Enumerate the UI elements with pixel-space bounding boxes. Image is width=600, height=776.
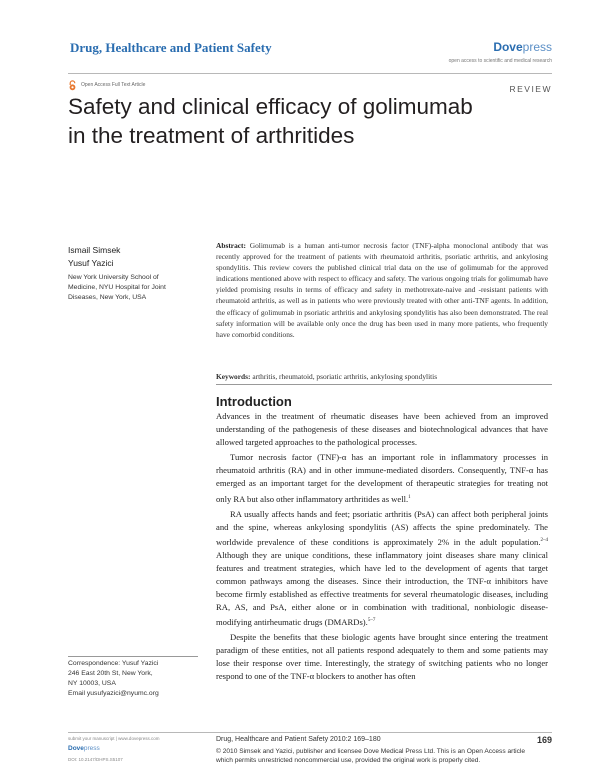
author-name: Ismail Simsek [68,245,121,255]
keywords [216,372,548,382]
citation-ref: 5–7 [367,618,376,624]
correspondence [68,659,208,699]
article-type: REVIEW [509,84,552,94]
paragraph-text: RA usually affects hands and feet; psoriatic arthritis (PsA) can affect both peripheral joints and the spine, whereas ankylosing spondylitis (AS) affects the spine predominately. The worldwide prevalence of these conditions is approximately 2% in the adult population. [216,508,548,547]
paragraph [216,508,548,630]
correspondence-rule [68,656,198,657]
publisher-logo-part1: Dove [493,40,523,54]
correspondence-email[interactable]: Email yusufyazici@nyumc.org [68,690,159,697]
submit-manuscript-link[interactable]: submit your manuscript | www.dovepress.com [68,736,160,741]
paragraph-text: Although they are unique conditions, these inflammatory joint diseases share many clinical features and treatment strategies, which have led to the development of agents that target common pathways among the diseases. Since their introduction, the TNF-α inhibitors have become firmly established as effective treatments for several rheumatologic diseases, including RA, AS, and PsA, either alone or in combination with traditional, nonbiologic disease-modifying antirheumatic drugs (DMARDs). [216,549,548,627]
correspondence-line: Correspondence: Yusuf Yazici [68,660,159,667]
footer-publisher-logo [68,745,100,752]
title-line-2: in the treatment of arthritides [68,123,355,148]
journal-citation: Drug, Healthcare and Patient Safety 2010:2 169–180 [216,736,381,743]
correspondence-line: NY 10003, USA [68,680,116,687]
paragraph: Despite the benefits that these biologic agents have brought since entering the treatment paradigm of these entities, not all patients respond adequately to them and some patients may lose their response over time. Interestingly, the strategy of switching patients who no longer respond to one of the TNF-α blockers to another has often [216,632,548,682]
publisher-logo-part2: press [522,40,552,54]
author-list [68,244,120,269]
abstract-label: Abstract: [216,241,246,250]
abstract [216,240,548,340]
keywords-label: Keywords: [216,372,251,381]
affiliation-line: Diseases, New York, USA [68,294,147,301]
publisher-tagline: open access to scientific and medical research [448,58,552,64]
citation-ref: 1 [408,494,411,500]
title-line-1: Safety and clinical efficacy of golimumab [68,94,473,119]
body-text [216,410,548,683]
open-access-label: Open Access Full Text Article [81,82,146,88]
footer-rule [68,732,552,733]
copyright [216,747,552,765]
doi: DOI: 10.2147/DHPS.S5107 [68,757,123,762]
footer-logo-part1: Dove [68,745,84,752]
header-rule [68,73,552,74]
paragraph [216,451,548,505]
page-number: 169 [536,735,552,745]
author-name: Yusuf Yazici [68,257,114,268]
paragraph: Advances in the treatment of rheumatic diseases have been achieved from an improved understanding of the pathogenesis of these diseases and biotechnological advances that have allowed targeted approaches to the pathological processes. [216,411,548,448]
abstract-text: Golimumab is a human anti-tumor necrosis factor (TNF)-alpha monoclonal antibody that was recently approved for the treatment of patients with rheumatoid arthritis, psoriatic arthritis, and ankylosing spondylitis. This review covers the published clinical trial data on the use of golimumab for the approved indications mentioned above with respect to efficacy and safety. The various ongoing trials for golimumab have yielded promising results in terms of efficacy and safety in methotrexate-naive and -resistant patients with rheumatoid arthritis, as well as in patients who were previously treated with other anti-TNF agents. In addition, the efficacy of golimumab in psoriatic arthritis and ankylosing spondylitis has also been demonstrated. The real safety information will be available only once the drug has been used in many more patients, who frequently have comorbid conditions. [216,241,548,339]
affiliation [68,273,198,303]
journal-title: Drug, Healthcare and Patient Safety [70,40,272,55]
copyright-line: which permits unrestricted noncommercial use, provided the original work is properly cited. [216,757,481,764]
section-heading: Introduction [216,394,292,409]
correspondence-line: 246 East 20th St, New York, [68,670,153,677]
keywords-text: arthritis, rheumatoid, psoriatic arthritis, ankylosing spondylitis [252,372,438,381]
footer-logo-part2: press [83,745,100,752]
publisher-logo [493,40,552,54]
article-title [68,92,538,150]
paragraph-text: Tumor necrosis factor (TNF)-α has an important role in inflammatory processes in rheumatoid arthritis (RA) and in other immune-mediated disorders. Consequently, TNF-α has emerged as an important target for the development of therapeutic strategies for treating not only RA but also other inflammatory arthritides as well. [216,452,548,504]
keywords-rule [216,384,552,385]
citation-ref: 2–4 [540,537,548,543]
affiliation-line: Medicine, NYU Hospital for Joint [68,284,166,291]
open-access-icon [68,80,77,91]
affiliation-line: New York University School of [68,274,159,281]
copyright-line: © 2010 Simsek and Yazici, publisher and licensee Dove Medical Press Ltd. This is an Open Access article [216,748,526,755]
